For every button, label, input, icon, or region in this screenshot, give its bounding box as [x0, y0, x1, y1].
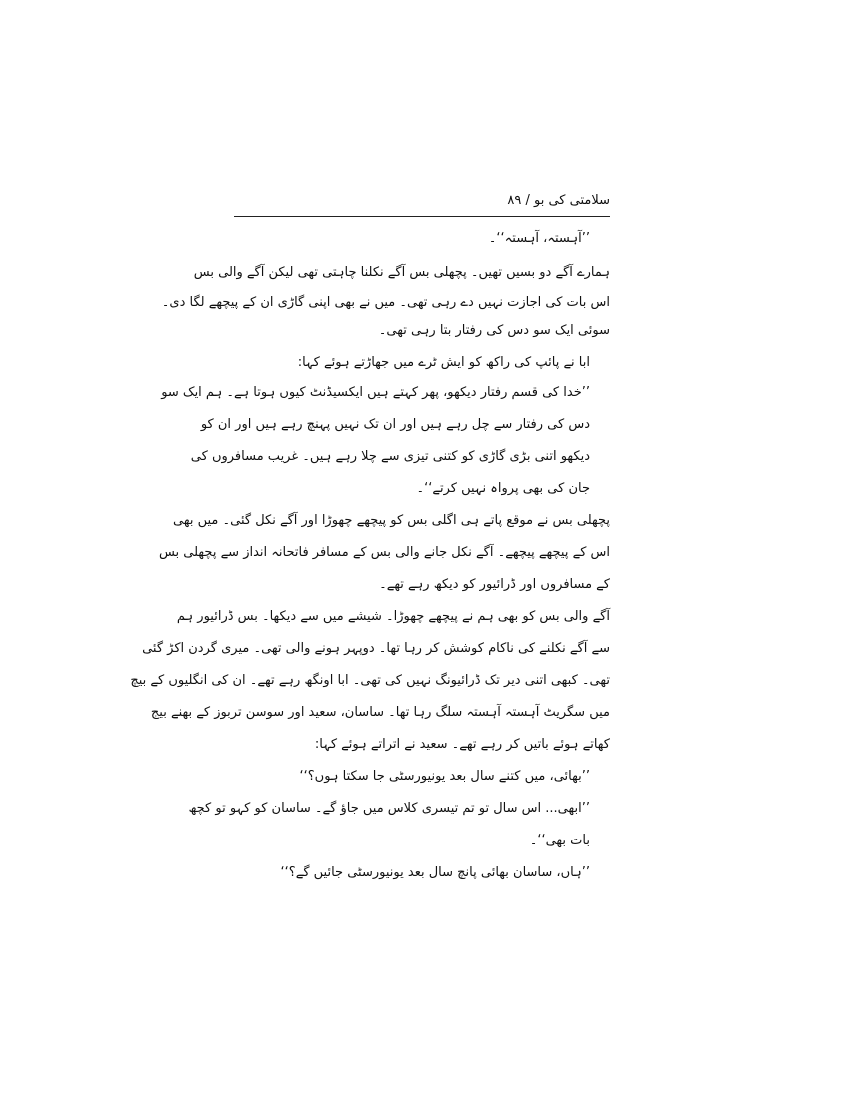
header-rule	[234, 216, 610, 217]
text-line: ’’ابھی... اس سال تو تم تیسری کلاس میں جاؤ گے۔ ساسان کو کہو تو کچھ	[188, 801, 590, 816]
text-line: ’’خدا کی قسم رفتار دیکھو، پھر کہتے ہیں ایکسیڈنٹ کیوں ہوتا ہے۔ ہم ایک سو	[161, 385, 590, 400]
text-line: سوئی ایک سو دس کی رفتار بتا رہی تھی۔	[378, 323, 610, 338]
text-line: بات بھی‘‘۔	[529, 833, 590, 848]
text-line: جان کی بھی پرواہ نہیں کرتے‘‘۔	[416, 481, 590, 496]
text-line: ’’ہاں، ساسان بھائی پانچ سال بعد یونیورسٹی جائیں گے؟‘‘	[280, 865, 590, 880]
text-line: پچھلی بس نے موقع پاتے ہی اگلی بس کو پیچھے چھوڑا اور آگے نکل گئی۔ میں بھی	[173, 513, 610, 528]
text-line: ابا نے پائپ کی راکھ کو ایش ٹرے میں جھاڑتے ہوئے کہا:	[297, 355, 590, 370]
text-line: ہمارے آگے دو بسیں تھیں۔ پچھلی بس آگے نکلنا چاہتی تھی لیکن آگے والی بس	[193, 265, 610, 280]
text-line: تھی۔ کبھی اتنی دیر تک ڈرائیونگ نہیں کی تھی۔ ابا اونگھ رہے تھے۔ ان کی انگلیوں کے بیچ	[130, 673, 610, 688]
text-line: سے آگے نکلنے کی ناکام کوشش کر رہا تھا۔ دوپہر ہونے والی تھی۔ میری گردن اکڑ گئی	[142, 641, 610, 656]
running-header	[234, 192, 610, 216]
header-title-page-number: سلامتی کی بو / ۸۹	[507, 193, 610, 208]
text-line: کھاتے ہوئے باتیں کر رہے تھے۔ سعید نے اتراتے ہوئے کہا:	[314, 737, 610, 752]
text-line: ’’بھائی، میں کتنے سال بعد یونیورسٹی جا سکتا ہوں؟‘‘	[299, 769, 590, 784]
text-line: دیکھو اتنی بڑی گاڑی کو کتنی تیزی سے چلا رہے ہیں۔ غریب مسافروں کی	[190, 449, 590, 464]
text-line: اس بات کی اجازت نہیں دے رہی تھی۔ میں نے بھی اپنی گاڑی ان کے پیچھے لگا دی۔	[161, 295, 610, 310]
text-line: کے مسافروں اور ڈرائیور کو دیکھ رہے تھے۔	[379, 577, 610, 592]
text-line: میں سگریٹ آہستہ آہستہ سلگ رہا تھا۔ ساسان، سعید اور سوسن تربوز کے بھنے بیج	[150, 705, 610, 720]
text-line: آگے والی بس کو بھی ہم نے پیچھے چھوڑا۔ شیشے میں سے دیکھا۔ بس ڈرائیور ہم	[176, 609, 610, 624]
text-line: ’’آہستہ، آہستہ‘‘۔	[488, 231, 590, 246]
text-line: اس کے پیچھے پیچھے۔ آگے نکل جانے والی بس کے مسافر فاتحانہ انداز سے پچھلی بس	[158, 545, 610, 560]
text-line: دس کی رفتار سے چل رہے ہیں اور ان تک نہیں پہنچ رہے ہیں اور ان کو	[200, 417, 590, 432]
